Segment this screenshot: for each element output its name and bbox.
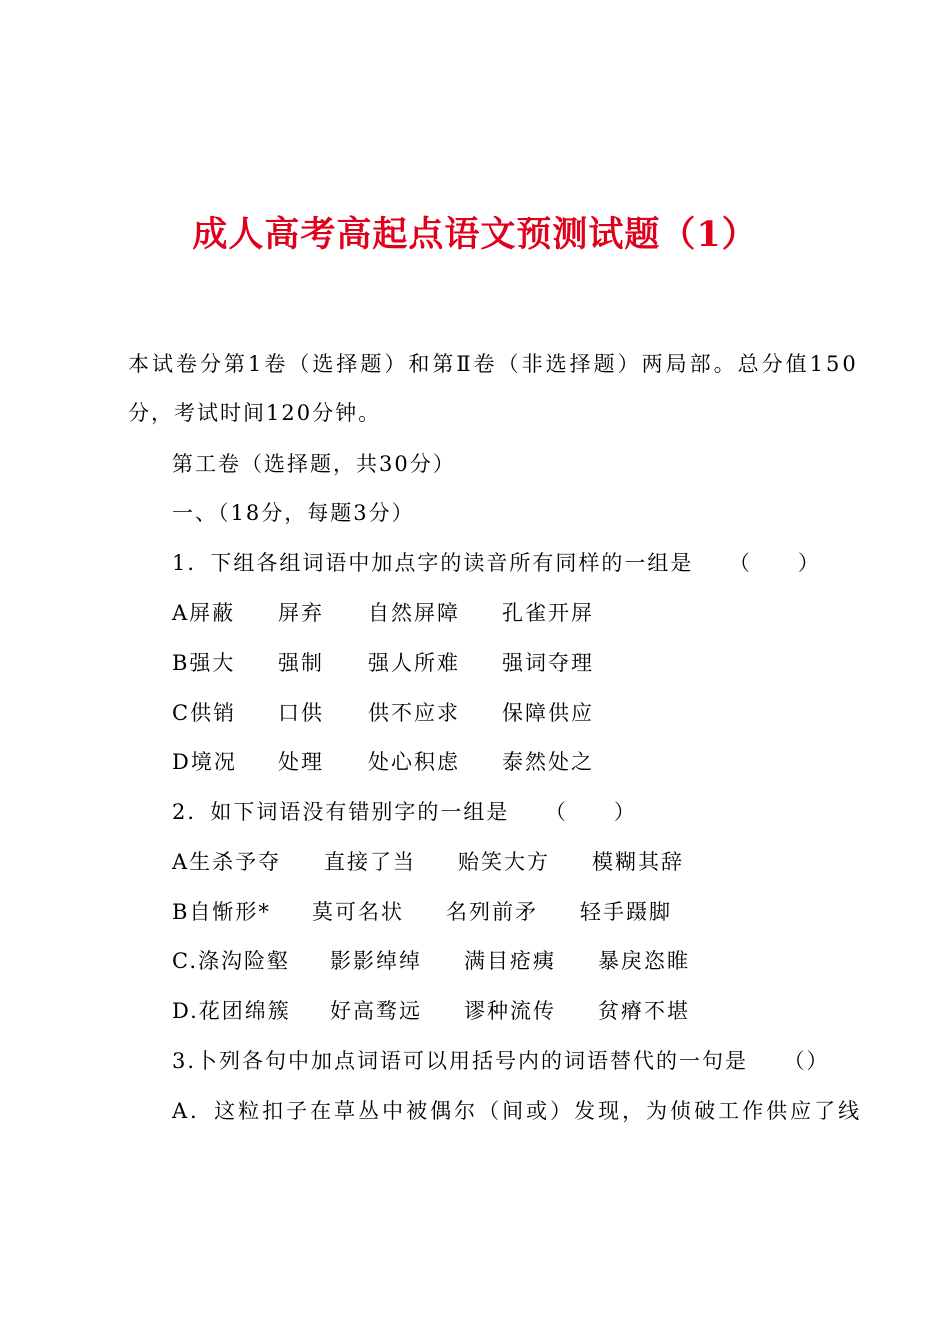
question-2-stem: 2．如下词语没有错别字的一组是 （ ） [172, 800, 637, 824]
option-word: B强大 [172, 651, 236, 675]
option-word: D.花团绵簇 [172, 999, 291, 1023]
option-word: 莫可名状 [312, 900, 404, 924]
intro-line-1: 本试卷分第1卷（选择题）和第Ⅱ卷（非选择题）两局部。总分值150 [128, 352, 859, 376]
question-3-option-a: A．这粒扣子在草丛中被偶尔（间或）发现，为侦破工作供应了线 [172, 1099, 863, 1123]
option-word: 处心积虑 [368, 750, 460, 774]
option-word: 直接了当 [324, 850, 416, 874]
option-word: D境况 [172, 750, 237, 774]
option-word: 口供 [278, 701, 324, 725]
option-word: 满目疮痍 [464, 949, 556, 973]
part-heading: 一、（18分，每题3分） [172, 501, 415, 525]
option-word: 保障供应 [502, 701, 594, 725]
option-word: 模糊其辞 [592, 850, 684, 874]
option-word: 屏弃 [278, 601, 324, 625]
option-word: C供销 [172, 701, 237, 725]
option-word: 轻手蹑脚 [580, 900, 672, 924]
option-word: B自惭形* [172, 900, 271, 924]
option-word: 影影绰绰 [330, 949, 422, 973]
intro-line-2: 分，考试时间120分钟。 [128, 401, 382, 425]
option-word: 好高骛远 [330, 999, 422, 1023]
option-word: A屏蔽 [172, 601, 236, 625]
option-word: 贫瘠不堪 [598, 999, 690, 1023]
option-word: 泰然处之 [502, 750, 594, 774]
option-word: 贻笑大方 [458, 850, 550, 874]
option-word: 处理 [278, 750, 324, 774]
question-1-stem: 1．下组各组词语中加点字的读音所有同样的一组是 （ ） [172, 551, 821, 575]
option-word: 孔雀开屏 [502, 601, 594, 625]
document-title: 成人高考高起点语文预测试题（1） [192, 214, 758, 255]
option-word: 强词夺理 [502, 651, 594, 675]
option-word: 名列前矛 [446, 900, 538, 924]
option-word: C.涤沟险壑 [172, 949, 290, 973]
question-3-stem: 3.卜列各句中加点词语可以用括号内的词语替代的一句是 （） [172, 1049, 830, 1073]
option-word: 自然屏障 [368, 601, 460, 625]
option-word: 强制 [278, 651, 324, 675]
option-word: 谬种流传 [464, 999, 556, 1023]
option-word: 强人所难 [368, 651, 460, 675]
option-word: 供不应求 [368, 701, 460, 725]
option-word: 暴戾恣睢 [598, 949, 690, 973]
section-heading: 第工卷（选择题，共30分） [172, 452, 456, 476]
option-word: A生杀予夺 [172, 850, 282, 874]
